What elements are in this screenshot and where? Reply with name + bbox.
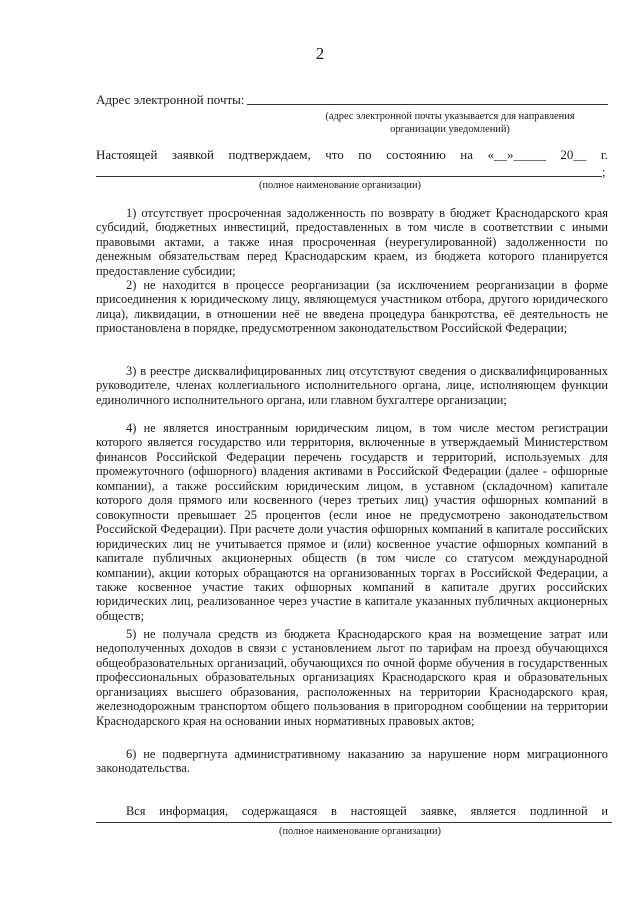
date-year-field[interactable]: 20__ bbox=[560, 147, 587, 162]
paragraph-6: 6) не подвергнута административному наказанию за нарушение норм миграционного законодательства. bbox=[96, 747, 608, 776]
organization-hint: (полное наименование организации) bbox=[259, 180, 421, 191]
closing-hint: (полное наименование организации) bbox=[279, 826, 441, 837]
email-label: Адрес электронной почты: bbox=[96, 92, 245, 107]
confirmation-word: подтверждаем, bbox=[228, 147, 311, 162]
confirmation-word: состоянию bbox=[386, 147, 446, 162]
paragraph-5: 5) не получала средств из бюджета Краснодарского края на возмещение затрат или недополученных доходов в связи с установлением льгот по тарифам на проезд обучающихся общеобразовательных организаций, обучающихся по очной форме обучения в государственных профессиональных образовательных организациях Краснодарского края и образовательных организациях высшего образования, расположенных на территории Краснодарского края, железнодорожным транспортом общего пользования в пригородном сообщении на территории Краснодарского края на основании иных нормативных правовых актов; bbox=[96, 627, 608, 728]
line-end: ; bbox=[602, 164, 606, 179]
page-number: 2 bbox=[315, 44, 325, 63]
confirmation-word: г. bbox=[600, 147, 608, 162]
organization-fill-line[interactable] bbox=[96, 176, 602, 177]
email-fill-line[interactable] bbox=[247, 104, 608, 105]
paragraph-2: 2) не находится в процессе реорганизации (за исключением реорганизации в форме присоединения к юридическому лицу, являющемуся участником отбора, другого юридического лица), ликвидации, в отношении неё не введена процедура банкротства, её деятельность не приостановлена в порядке, предусмотренном законодательством Российской Федерации; bbox=[96, 278, 608, 336]
confirmation-word: Настоящей bbox=[96, 147, 158, 162]
date-day-field[interactable]: «__»_____ bbox=[487, 147, 546, 162]
confirmation-word: по bbox=[358, 147, 372, 162]
paragraph-4: 4) не является иностранным юридическим лицом, в том числе местом регистрации которого является государство или территория, включенные в утверждаемый Министерством финансов Российской Федерации перечень государств и территорий, используемых для промежуточного (офшорного) владения активами в Российской Федерации (далее - офшорные компании), а также российским юридическим лицом, в уставном (складочном) капитале которого доля прямого или косвенного (через третьих лиц) участия офшорных компаний в совокупности превышает 25 процентов (если иное не предусмотрено законодательством Российской Федерации). При расчете доли участия офшорных компаний в капитале российских юридических лиц не учитывается прямое и (или) косвенное участие офшорных компаний в капитале публичных акционерных обществ (в том числе со статусом международной компании), акции которых обращаются на организованных торгах в Российской Федерации, а также косвенное участие таких офшорных компаний в капитале других российских юридических лиц, реализованное через участие в капитале указанных публичных акционерных обществ; bbox=[96, 421, 608, 623]
paragraph-3: 3) в реестре дисквалифицированных лиц отсутствуют сведения о дисквалифицированных руководителе, членах коллегиального исполнительного органа, лице, исполняющем функции единоличного исполнительного органа, или главном бухгалтере организации; bbox=[96, 364, 608, 407]
confirmation-word: что bbox=[325, 147, 344, 162]
closing-fill-line[interactable] bbox=[96, 822, 612, 823]
email-hint: (адрес электронной почты указывается для направления организации уведомлений) bbox=[325, 111, 575, 135]
closing-text: Вся информация, содержащаяся в настоящей заявке, является подлинной и bbox=[126, 804, 608, 818]
paragraph-1: 1) отсутствует просроченная задолженность по возврату в бюджет Краснодарского края субсидий, бюджетных инвестиций, предоставленных в том числе в соответствии с иными правовыми актами, а также иная просроченная (неурегулированной) задолженности по денежным обязательствам перед Краснодарским краем, из бюджета которого планируется предоставление субсидии; bbox=[96, 206, 608, 278]
confirmation-line bbox=[96, 147, 608, 162]
confirmation-word: заявкой bbox=[171, 147, 214, 162]
confirmation-word: на bbox=[460, 147, 474, 162]
